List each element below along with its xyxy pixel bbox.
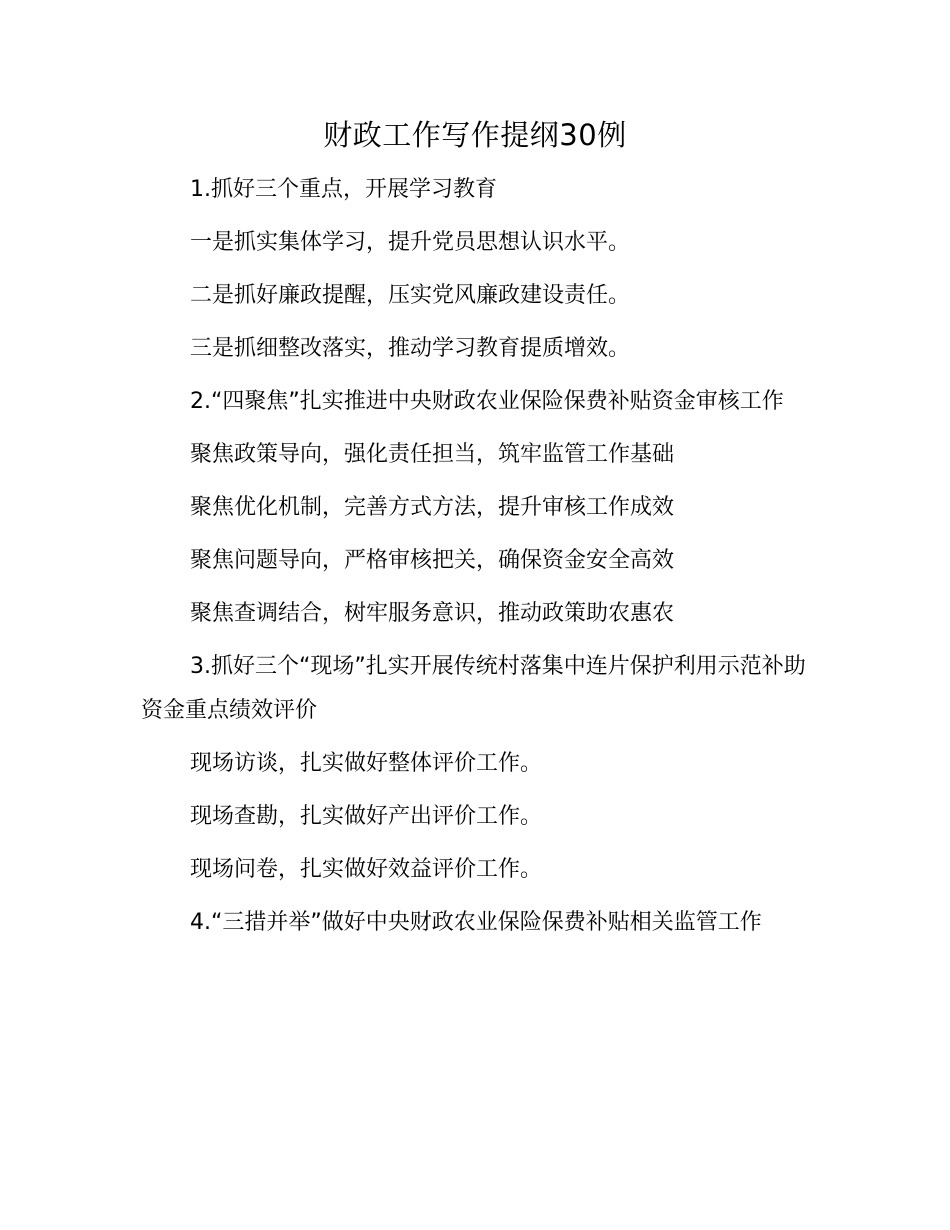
paragraph-12: 现场查勘，扎实做好产出评价工作。 [190, 804, 543, 829]
paragraph-13: 现场问卷，扎实做好效益评价工作。 [190, 857, 543, 882]
paragraph-1: 1.抓好三个重点，开展学习教育 [190, 177, 497, 202]
paragraph-9: 聚焦查调结合，树牢服务意识，推动政策助农惠农 [190, 601, 675, 626]
paragraph-11: 现场访谈，扎实做好整体评价工作。 [190, 751, 543, 776]
paragraph-4: 三是抓细整改落实，推动学习教育提质增效。 [190, 336, 631, 361]
paragraph-7: 聚焦优化机制，完善方式方法，提升审核工作成效 [190, 495, 675, 520]
paragraph-5: 2.“四聚焦”扎实推进中央财政农业保险保费补贴资金审核工作 [190, 389, 784, 414]
document-title: 财政工作写作提纲30例 [323, 118, 627, 152]
document-body [141, 168, 817, 954]
paragraph-2: 一是抓实集体学习，提升党员思想认识水平。 [190, 230, 631, 255]
paragraph-8: 聚焦问题导向，严格审核把关，确保资金安全高效 [190, 548, 675, 573]
paragraph-6: 聚焦政策导向，强化责任担当，筑牢监管工作基础 [190, 442, 675, 467]
paragraph-10: 3.抓好三个“现场”扎实开展传统村落集中连片保护利用示范补助资金重点绩效评价 [141, 654, 806, 723]
paragraph-3: 二是抓好廉政提醒，压实党风廉政建设责任。 [190, 283, 631, 308]
paragraph-14: 4.“三措并举”做好中央财政农业保险保费补贴相关监管工作 [190, 910, 762, 935]
